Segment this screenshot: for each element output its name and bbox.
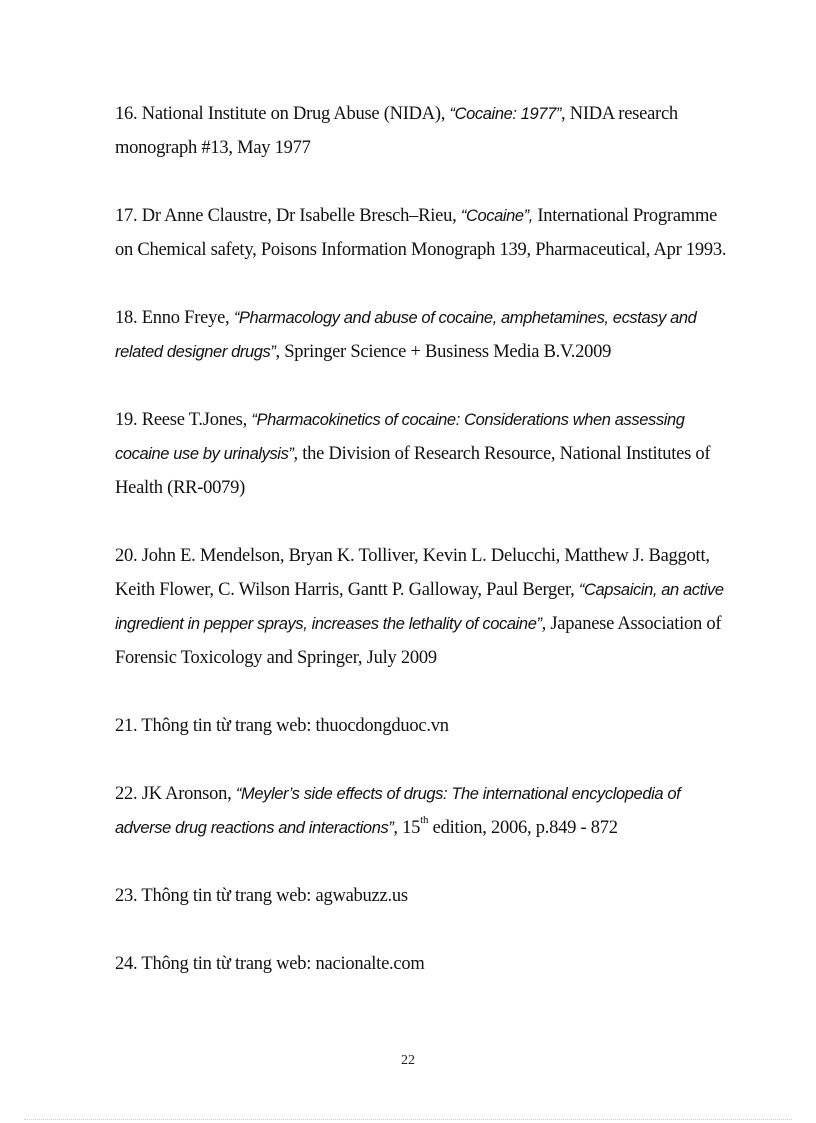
reference-title: “Pharmacology and abuse of cocaine, amphetamines, ecstasy and related designer drugs” <box>115 309 697 361</box>
reference-details: , Springer Science + Business Media B.V.2009 <box>275 342 612 362</box>
reference-details: International Programme on Chemical safety, Poisons Information Monograph 139, Pharmaceutical, Apr 1993. <box>115 206 727 260</box>
reference-number: 19. <box>115 410 138 430</box>
reference-24 <box>115 947 727 981</box>
reference-number: 21. <box>115 716 138 736</box>
reference-16 <box>115 97 727 165</box>
reference-23 <box>115 879 727 913</box>
reference-title: “Cocaine”, <box>460 207 533 225</box>
reference-details: edition, 2006, p.849 - 872 <box>428 818 618 838</box>
reference-number: 18. <box>115 308 138 328</box>
edition-superscript: th <box>420 813 429 826</box>
reference-title: “Cocaine: 1977” <box>449 105 561 123</box>
reference-authors: Enno Freye, <box>141 308 230 328</box>
reference-17 <box>115 199 727 267</box>
reference-20 <box>115 539 727 675</box>
reference-21 <box>115 709 727 743</box>
reference-title: “Pharmacokinetics of cocaine: Considerations when assessing cocaine use by urinalysis” <box>115 411 685 463</box>
page-bottom-divider <box>24 1119 792 1120</box>
reference-number: 20. <box>115 546 138 566</box>
reference-details: , Japanese Association of Forensic Toxicology and Springer, July 2009 <box>115 614 722 668</box>
reference-number: 17. <box>115 206 138 226</box>
reference-authors: National Institute on Drug Abuse (NIDA), <box>141 104 446 124</box>
reference-18 <box>115 301 727 369</box>
reference-title: “Capsaicin, an active ingredient in pepper sprays, increases the lethality of cocaine” <box>115 581 724 633</box>
reference-number: 24. <box>115 954 138 974</box>
reference-authors: Reese T.Jones, <box>141 410 248 430</box>
reference-details: , the Division of Research Resource, National Institutes of Health (RR-0079) <box>115 444 711 498</box>
reference-list <box>115 97 727 1015</box>
reference-authors: JK Aronson, <box>141 784 232 804</box>
page-number: 22 <box>401 1053 415 1068</box>
reference-text: Thông tin từ trang web: nacionalte.com <box>141 954 425 974</box>
reference-authors: Dr Anne Claustre, Dr Isabelle Bresch–Rieu, <box>141 206 457 226</box>
reference-text: Thông tin từ trang web: agwabuzz.us <box>141 886 408 906</box>
reference-text: Thông tin từ trang web: thuocdongduoc.vn <box>141 716 449 736</box>
reference-authors: John E. Mendelson, Bryan K. Tolliver, Kevin L. Delucchi, Matthew J. Baggott, Keith Flower, C. Wilson Harris, Gantt P. Galloway, Paul Berger, <box>115 546 710 600</box>
reference-number: 23. <box>115 886 138 906</box>
reference-number: 22. <box>115 784 138 804</box>
reference-title: “Meyler’s side effects of drugs: The international encyclopedia of adverse drug reactions and interactions” <box>115 785 681 837</box>
reference-19 <box>115 403 727 505</box>
reference-22 <box>115 777 727 845</box>
reference-edition: , 15 <box>393 818 421 838</box>
reference-details: , NIDA research monograph #13, May 1977 <box>115 104 678 158</box>
reference-number: 16. <box>115 104 138 124</box>
